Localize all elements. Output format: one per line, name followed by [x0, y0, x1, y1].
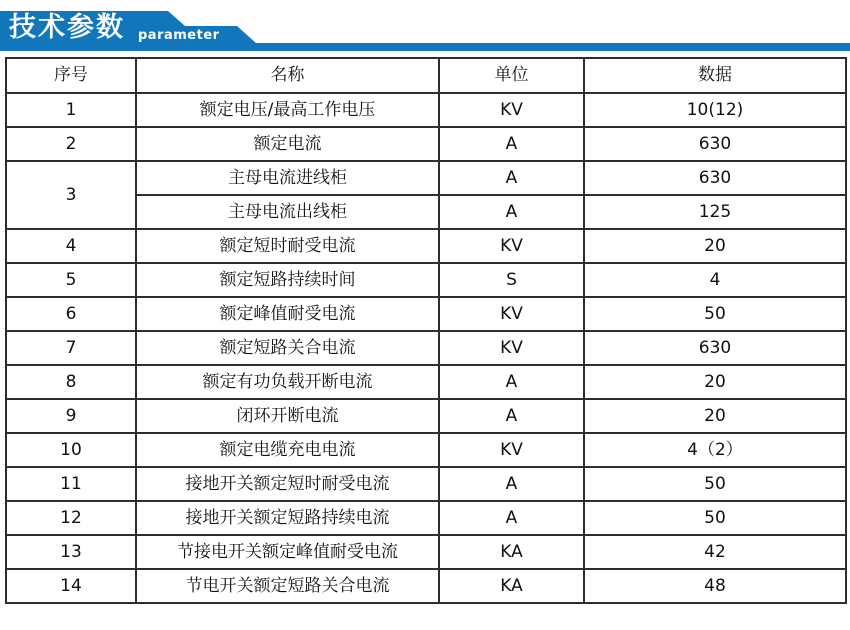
cell-value: 630 — [584, 127, 846, 161]
cell-value: 50 — [584, 297, 846, 331]
column-header-0: 序号 — [6, 58, 136, 93]
table-row — [6, 365, 846, 399]
cell-serial-number: 9 — [6, 399, 136, 433]
cell-unit: KA — [439, 535, 584, 569]
cell-name: 额定电缆充电电流 — [136, 433, 439, 467]
table-body — [6, 93, 846, 603]
cell-unit: KV — [439, 331, 584, 365]
cell-name: 额定电压/最高工作电压 — [136, 93, 439, 127]
cell-unit: A — [439, 161, 584, 195]
cell-name: 额定短时耐受电流 — [136, 229, 439, 263]
table-row — [6, 569, 846, 603]
cell-value: 42 — [584, 535, 846, 569]
cell-value: 50 — [584, 467, 846, 501]
cell-serial-number: 6 — [6, 297, 136, 331]
table-row — [6, 161, 846, 195]
banner-ribbon-shape — [0, 0, 850, 51]
parameters-table — [5, 57, 847, 604]
cell-serial-number: 1 — [6, 93, 136, 127]
cell-value: 4（2） — [584, 433, 846, 467]
table-row — [6, 399, 846, 433]
cell-unit: A — [439, 127, 584, 161]
cell-name: 额定短路关合电流 — [136, 331, 439, 365]
cell-unit: A — [439, 365, 584, 399]
cell-name: 额定短路持续时间 — [136, 263, 439, 297]
cell-unit: KV — [439, 229, 584, 263]
cell-serial-number: 12 — [6, 501, 136, 535]
cell-name: 额定电流 — [136, 127, 439, 161]
cell-unit: A — [439, 501, 584, 535]
cell-value: 125 — [584, 195, 846, 229]
cell-name: 节接电开关额定峰值耐受电流 — [136, 535, 439, 569]
cell-serial-number: 2 — [6, 127, 136, 161]
cell-serial-number: 4 — [6, 229, 136, 263]
cell-name: 额定峰值耐受电流 — [136, 297, 439, 331]
cell-unit: KV — [439, 433, 584, 467]
cell-unit: KV — [439, 297, 584, 331]
cell-value: 50 — [584, 501, 846, 535]
header-row — [6, 58, 846, 93]
cell-serial-number: 5 — [6, 263, 136, 297]
cell-value: 4 — [584, 263, 846, 297]
cell-unit: KA — [439, 569, 584, 603]
cell-value: 630 — [584, 331, 846, 365]
cell-name: 额定有功负载开断电流 — [136, 365, 439, 399]
cell-unit: A — [439, 467, 584, 501]
table-row — [6, 501, 846, 535]
table-row — [6, 229, 846, 263]
cell-serial-number: 13 — [6, 535, 136, 569]
cell-unit: KV — [439, 93, 584, 127]
cell-serial-number: 14 — [6, 569, 136, 603]
cell-value: 20 — [584, 399, 846, 433]
cell-value: 20 — [584, 365, 846, 399]
table-row — [6, 331, 846, 365]
column-header-1: 名称 — [136, 58, 439, 93]
cell-unit: A — [439, 399, 584, 433]
cell-serial-number: 8 — [6, 365, 136, 399]
cell-value: 10(12) — [584, 93, 846, 127]
cell-name: 接地开关额定短时耐受电流 — [136, 467, 439, 501]
page-subtitle: parameter — [138, 28, 220, 43]
cell-unit: S — [439, 263, 584, 297]
page-title: 技术参数 — [9, 12, 125, 43]
column-header-3: 数据 — [584, 58, 846, 93]
cell-value: 48 — [584, 569, 846, 603]
column-header-2: 单位 — [439, 58, 584, 93]
cell-value: 20 — [584, 229, 846, 263]
table-row — [6, 93, 846, 127]
table-row — [6, 467, 846, 501]
cell-name: 主母电流出线柜 — [136, 195, 439, 229]
cell-serial-number: 7 — [6, 331, 136, 365]
cell-value: 630 — [584, 161, 846, 195]
cell-serial-number: 11 — [6, 467, 136, 501]
cell-name: 闭环开断电流 — [136, 399, 439, 433]
table-row — [6, 263, 846, 297]
cell-name: 节电开关额定短路关合电流 — [136, 569, 439, 603]
table-row — [6, 297, 846, 331]
cell-name: 接地开关额定短路持续电流 — [136, 501, 439, 535]
table-row — [6, 535, 846, 569]
cell-unit: A — [439, 195, 584, 229]
table-row — [6, 127, 846, 161]
cell-serial-number: 10 — [6, 433, 136, 467]
cell-name: 主母电流进线柜 — [136, 161, 439, 195]
cell-serial-number: 3 — [6, 161, 136, 229]
table-row — [6, 433, 846, 467]
